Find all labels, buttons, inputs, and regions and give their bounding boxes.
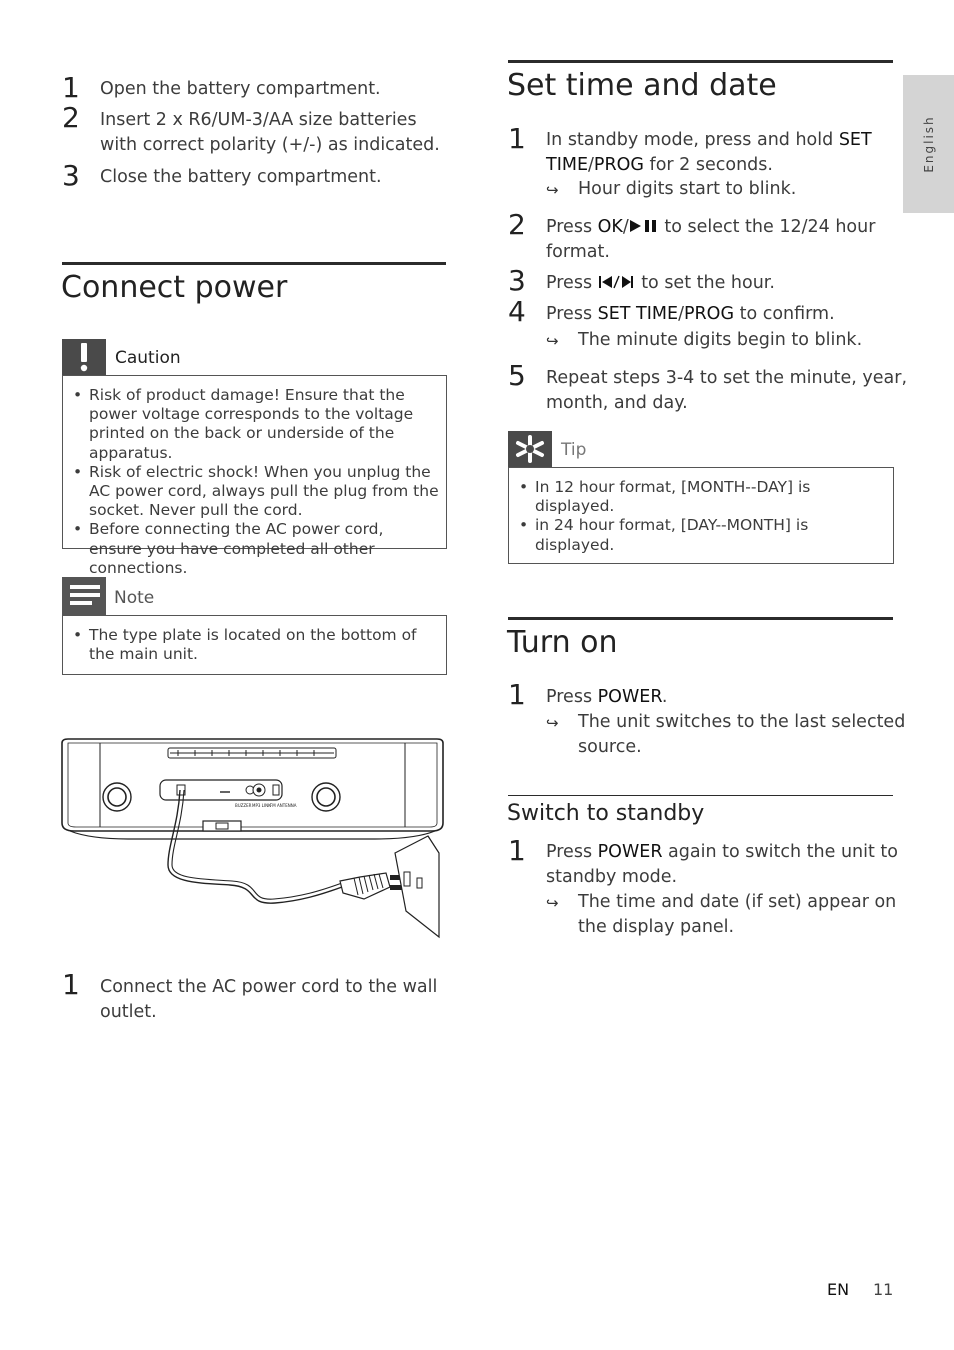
standby-result: the display panel. <box>578 917 735 937</box>
section-rule <box>508 617 893 620</box>
note-box <box>62 615 447 675</box>
set-time-heading: Set time and date <box>507 68 777 103</box>
power-connection-illustration <box>60 735 445 945</box>
caution-list <box>70 386 440 578</box>
standby-step-text: standby mode. <box>546 867 678 887</box>
connect-power-heading: Connect power <box>61 270 288 305</box>
caution-tab <box>62 339 106 375</box>
caution-item: • Before connecting the AC power cord, ensure you have completed all other connections. <box>70 520 440 578</box>
result-arrow-icon: ↪ <box>546 181 559 199</box>
turn-on-result: The unit switches to the last selected <box>578 712 906 732</box>
tip-label: Tip <box>561 440 587 460</box>
footer-language: EN <box>827 1280 850 1299</box>
set-step-text: Press SET TIME/PROG to confirm. <box>546 304 835 324</box>
result-arrow-icon: ↪ <box>546 332 559 350</box>
set-step-number: 2 <box>508 208 526 241</box>
turn-on-step-number: 1 <box>508 678 526 711</box>
subsection-rule <box>508 795 893 796</box>
diagram-label: FM ANTENNA <box>270 803 297 808</box>
set-step-text: Press to set the hour. <box>546 273 775 293</box>
turn-on-heading: Turn on <box>507 625 618 660</box>
battery-step-number: 1 <box>62 71 80 104</box>
tip-item: • In 12 hour format, [MONTH--DAY] is displayed. <box>516 478 816 516</box>
set-step-number: 1 <box>508 122 526 155</box>
tip-list <box>516 478 816 555</box>
prev-next-icon <box>598 275 636 289</box>
battery-step-text: Close the battery compartment. <box>100 167 382 187</box>
battery-step-number: 3 <box>62 159 80 192</box>
note-list <box>70 626 440 664</box>
caution-item: • Risk of electric shock! When you unplug the AC power cord, always pull the plug from the socket. Never pull the cord. <box>70 463 440 521</box>
standby-step-number: 1 <box>508 834 526 867</box>
set-step-number: 4 <box>508 295 526 328</box>
exclamation-icon <box>62 339 106 375</box>
language-tab <box>903 75 954 213</box>
set-step-text: Repeat steps 3-4 to set the minute, year, <box>546 368 908 388</box>
turn-on-step-text: Press POWER. <box>546 687 668 707</box>
battery-step-text: Insert 2 x R6/UM-3/AA size batteries <box>100 110 417 130</box>
standby-step-text: Press POWER again to switch the unit to <box>546 842 898 862</box>
caution-item: • Risk of product damage! Ensure that the power voltage corresponds to the voltage printed on the back or underside of the apparatus. <box>70 386 440 463</box>
page-number: 11 <box>873 1280 894 1299</box>
set-step-text: format. <box>546 242 610 262</box>
tip-box <box>508 467 894 564</box>
set-step-text: In standby mode, press and hold SET <box>546 130 872 150</box>
battery-step-text: Open the battery compartment. <box>100 79 381 99</box>
connect-step-text: Connect the AC power cord to the wall <box>100 977 438 997</box>
standby-heading: Switch to standby <box>507 801 705 826</box>
note-tab <box>62 577 106 615</box>
diagram-label: MP3 LINK <box>252 803 271 808</box>
set-step-number: 5 <box>508 359 526 392</box>
set-step-text: Press OK/ to select the 12/24 hour <box>546 217 876 237</box>
diagram-label: BUZZER <box>235 803 252 808</box>
language-tab-label: English <box>921 115 936 173</box>
play-pause-icon <box>629 219 659 233</box>
section-rule <box>508 60 893 63</box>
note-lines-icon <box>62 577 106 615</box>
section-rule <box>62 262 446 265</box>
battery-step-text: with correct polarity (+/-) as indicated. <box>100 135 440 155</box>
set-step-result: The minute digits begin to blink. <box>578 330 863 350</box>
caution-label: Caution <box>115 348 181 368</box>
asterisk-icon <box>508 431 552 467</box>
note-item: • The type plate is located on the bottom of the main unit. <box>70 626 440 664</box>
set-step-text: month, and day. <box>546 393 688 413</box>
connect-step-number: 1 <box>62 968 80 1001</box>
battery-step-number: 2 <box>62 101 80 134</box>
result-arrow-icon: ↪ <box>546 714 559 732</box>
turn-on-result: source. <box>578 737 642 757</box>
set-step-number: 3 <box>508 264 526 297</box>
set-step-text: TIME/PROG for 2 seconds. <box>546 155 773 175</box>
set-step-result: Hour digits start to blink. <box>578 179 797 199</box>
connect-step-text: outlet. <box>100 1002 157 1022</box>
result-arrow-icon: ↪ <box>546 894 559 912</box>
tip-tab <box>508 431 552 467</box>
caution-box <box>62 375 447 577</box>
note-label: Note <box>114 588 155 608</box>
tip-item: • in 24 hour format, [DAY--MONTH] is displayed. <box>516 516 816 554</box>
standby-result: The time and date (if set) appear on <box>578 892 897 912</box>
